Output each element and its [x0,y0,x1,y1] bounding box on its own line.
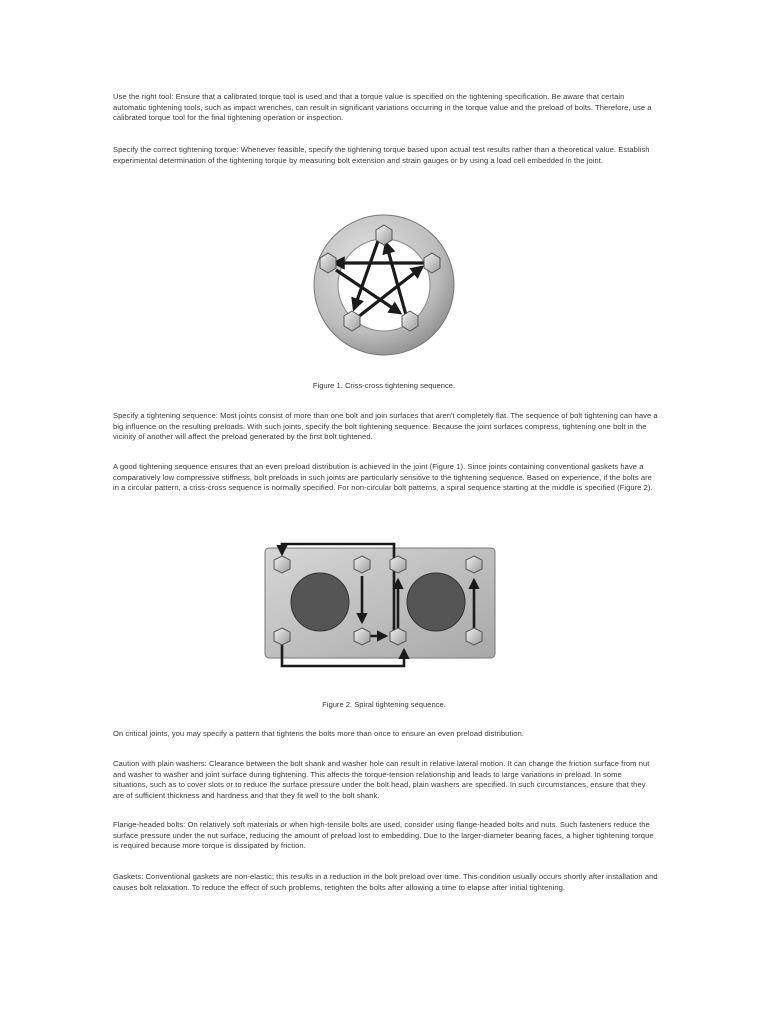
bolt-icon [466,628,482,645]
bolt-icon [390,628,406,645]
figure-1-caption: Figure 1. Criss-cross tightening sequence. [312,381,456,390]
plate-hole [407,573,465,631]
bolt-icon [274,628,290,645]
bolt-icon [274,556,290,573]
bolt-icon [320,253,336,273]
bolt-icon [354,556,370,573]
bolt-icon [424,253,440,273]
bolt-icon [376,225,392,245]
paragraph-gaskets: Gaskets: Conventional gaskets are non-elastic; this results in a reduction in the bolt preload over time. This condition usually occurs shortly after installation and causes bolt relaxation. To reduce the effect of such problems, retighten the bolts after allowing a time to elapse after initial tightening. [113,872,658,892]
paragraph-tightening-torque: Specify the correct tightening torque: Whenever feasible, specify the tightening torque based upon actual test results rather than a theoretical value. Establish experimental determination of the tightening torque by measuring bolt extension and strain gauges or by using a load cell embedded in the joint. [113,145,650,165]
bolt-icon [402,311,418,331]
plate-hole [291,573,349,631]
paragraph-plain-washers: Caution with plain washers: Clearance between the bolt shank and washer hole can result in relative lateral motion. It can change the friction surface from nut and washer to washer and joint surface during tightening. This affects the torque-tension relationship and leads to large variations in preload. In some situations, such as to cover slots or to reduce the surface pressure under the bolt head, plain washers are specified. In such circumstances, ensure that they are of sufficient thickness and hardness and that they fit well to the bolt shank. [113,759,650,801]
bolt-icon [354,628,370,645]
bolt-icon [344,311,360,331]
paragraph-tightening-sequence: Specify a tightening sequence: Most joints consist of more than one bolt and join surfaces that aren't completely flat. The sequence of bolt tightening can have a big influence on the resulting preloads. With such joints, specify the bolt tightening sequence. Because the joint surfaces compress, tightening one bolt in the vicinity of another will affect the preload generated by the first bolt tightened. [113,411,658,442]
figure-2-spiral-diagram [262,532,498,672]
bolt-icon [390,556,406,573]
paragraph-flange-headed-bolts: Flange-headed bolts: On relatively soft materials or when high-tensile bolts are used, consider using flange-headed bolts and nuts. Such fasteners reduce the surface pressure under the nut surface, reducing the amount of preload lost to embedding. Due to the larger-diameter bearing faces, a higher tightening torque is required because more torque is dissipated by friction. [113,820,654,851]
figure-1-criss-cross-diagram [312,213,456,357]
paragraph-right-tool: Use the right tool: Ensure that a calibrated torque tool is used and that a torque value is specified on the tightening specification. Be aware that certain automatic tightening tools, such as impact wrenches, can result in significant variations occurring in the torque value and the preload of bolts. Therefore, use a calibrated torque tool for the final tightening operation or inspection. [113,92,652,123]
paragraph-critical-joints: On critical joints, you may specify a pattern that tightens the bolts more than once to ensure an even preload distribution. [113,729,525,738]
paragraph-good-sequence: A good tightening sequence ensures that an even preload distribution is achieved in the joint (Figure 1). Since joints containing conventional gaskets have a comparatively low compressive stiffness, bolt preloads in such joints are particularly sensitive to the tightening sequence. Based on experience, if the bolts are in a circular pattern, a criss-cross sequence is normally specified. For non-circular bolt patterns, a spiral sequence starting at the middle is specified (Figure 2). [113,462,653,493]
figure-2-caption: Figure 2. Spiral tightening sequence. [322,700,446,709]
bolt-icon [466,556,482,573]
